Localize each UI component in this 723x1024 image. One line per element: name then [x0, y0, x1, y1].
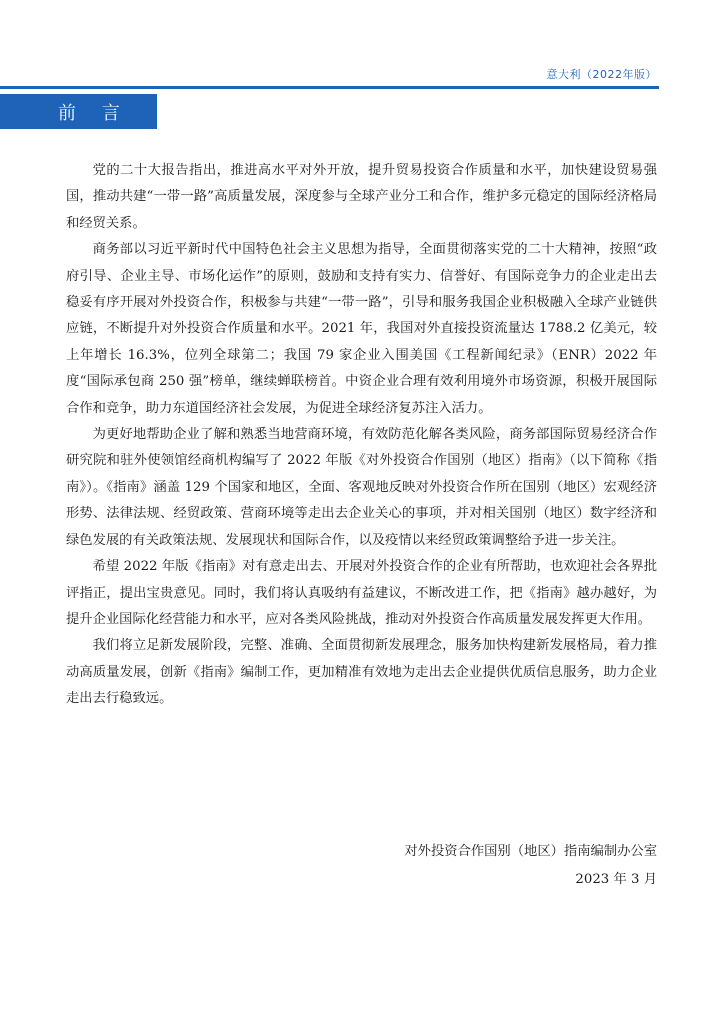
paragraph: 希望 2022 年版《指南》对有意走出去、开展对外投资合作的企业有所帮助，也欢迎社会各界批评指正，提出宝贵意见。同时，我们将认真吸纳有益建议，不断改进工作，把《指南》越办越好，为提升企业国际化经营能力和水平，应对各类风险挑战，推动对外投资合作高质量发展发挥更大作用。: [66, 559, 657, 627]
signature-organization: 对外投资合作国别（地区）指南编制办公室: [404, 844, 657, 859]
header-divider: [0, 86, 659, 89]
signature-date: 2023 年 3 月: [575, 872, 657, 887]
running-header-title: 意大利（2022年版）: [546, 68, 657, 81]
paragraph: 为更好地帮助企业了解和熟悉当地营商环境，有效防范化解各类风险，商务部国际贸易经济合作研究院和驻外使领馆经商机构编写了 2022 年版《对外投资合作国别（地区）指南》（以下简称《指南》）。《指南》涵盖 129 个国家和地区，全面、客观地反映对外投资合作所在国别（地区）宏观经济形势、法律法规、经贸政策、营商环境等走出去企业关心的事项，并对相关国别（地区）数字经济和绿色发展的有关政策法规、发展现状和国际合作，以及疫情以来经贸政策调整给予进一步关注。: [66, 427, 657, 548]
paragraph: 我们将立足新发展阶段，完整、准确、全面贯彻新发展理念，服务加快构建新发展格局，着力推动高质量发展，创新《指南》编制工作，更加精准有效地为走出去企业提供优质信息服务，助力企业走出去行稳致远。: [66, 638, 657, 707]
paragraph: 商务部以习近平新时代中国特色社会主义思想为指导，全面贯彻落实党的二十大精神，按照“政府引导、企业主导、市场化运作”的原则，鼓励和支持有实力、信誉好、有国际竞争力的企业走出去稳妥有序开展对外投资合作，积极参与共建“一带一路”，引导和服务我国企业积极融入全球产业链供应链，不断提升对外投资合作质量和水平。2021 年，我国对外直接投资流量达 1788.2 亿美元，较上年增长 16.3%，位列全球第二；我国 79 家企业入围美国《工程新闻纪录》（ENR）2022 年度“国际承包商 250 强”榜单，继续蝉联榜首。中资企业合理有效利用境外市场资源，积极开展国际合作和竞争，助力东道国经济社会发展，为促进全球经济复苏注入活力。: [66, 242, 657, 416]
section-title: 前 言: [0, 94, 157, 129]
preface-body: [66, 158, 657, 713]
paragraph: 党的二十大报告指出，推进高水平对外开放，提升贸易投资合作质量和水平，加快建设贸易强国，推动共建“一带一路”高质量发展，深度参与全球产业分工和合作，维护多元稳定的国际经济格局和经贸关系。: [66, 163, 657, 231]
signature-block: [404, 838, 657, 894]
